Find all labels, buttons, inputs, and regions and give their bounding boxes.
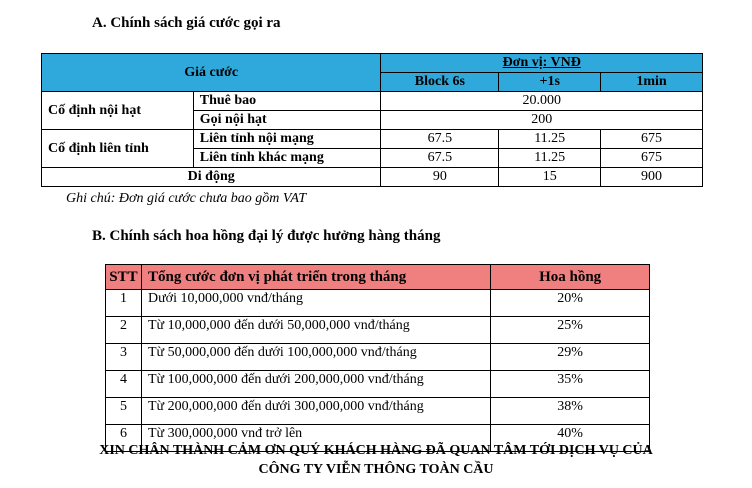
row-desc: Từ 50,000,000 đến dưới 100,000,000 vnđ/tháng — [141, 344, 490, 371]
label-thue-bao: Thuê bao — [193, 92, 381, 111]
commission-table — [105, 264, 650, 452]
table-row — [106, 344, 650, 371]
row-rate: 35% — [491, 371, 650, 398]
row-stt: 2 — [106, 317, 142, 344]
label-lien-tinh-khac-mang: Liên tỉnh khác mạng — [193, 149, 381, 168]
value-dd-1min: 900 — [601, 168, 703, 187]
row-desc: Từ 200,000,000 đến dưới 300,000,000 vnđ/tháng — [141, 398, 490, 425]
label-co-dinh-lien-tinh: Cố định liên tỉnh — [42, 130, 194, 168]
row-rate: 25% — [491, 317, 650, 344]
row-di-dong — [42, 168, 703, 187]
row-desc: Từ 10,000,000 đến dưới 50,000,000 vnđ/tháng — [141, 317, 490, 344]
row-rate: 40% — [491, 425, 650, 452]
table-row — [106, 398, 650, 425]
commission-header-row — [106, 265, 650, 290]
value-ltkm-1min: 675 — [601, 149, 703, 168]
value-dd-1s: 15 — [499, 168, 601, 187]
outgoing-rate-table — [41, 53, 703, 187]
value-ltnm-block: 67.5 — [381, 130, 499, 149]
header-hoa-hong: Hoa hồng — [491, 265, 650, 290]
row-rate: 38% — [491, 398, 650, 425]
header-plus1s: +1s — [499, 73, 601, 92]
row-stt: 3 — [106, 344, 142, 371]
value-thue-bao: 20.000 — [381, 92, 703, 111]
label-lien-tinh-noi-mang: Liên tỉnh nội mạng — [193, 130, 381, 149]
row-lien-tinh-noi-mang — [42, 130, 703, 149]
value-ltkm-block: 67.5 — [381, 149, 499, 168]
row-rate: 29% — [491, 344, 650, 371]
row-thue-bao — [42, 92, 703, 111]
row-desc: Dưới 10,000,000 vnđ/tháng — [141, 290, 490, 317]
value-dd-block: 90 — [381, 168, 499, 187]
thank-you-line-1: XIN CHÂN THÀNH CẢM ƠN QUÝ KHÁCH HÀNG ĐÃ QUAN TÂM TỚI DỊCH VỤ CỦA — [99, 443, 653, 458]
table-row — [106, 371, 650, 398]
table-row — [106, 317, 650, 344]
value-goi-noi-hat: 200 — [381, 111, 703, 130]
header-1min: 1min — [601, 73, 703, 92]
header-stt: STT — [106, 265, 142, 290]
section-b-heading: B. Chính sách hoa hồng đại lý được hưởng hàng tháng — [92, 228, 441, 244]
value-ltkm-1s: 11.25 — [499, 149, 601, 168]
vat-note: Ghi chú: Đơn giá cước chưa bao gồm VAT — [66, 191, 307, 206]
row-stt: 1 — [106, 290, 142, 317]
label-goi-noi-hat: Gọi nội hạt — [193, 111, 381, 130]
row-desc: Từ 100,000,000 đến dưới 200,000,000 vnđ/tháng — [141, 371, 490, 398]
rate-header-row-1 — [42, 54, 703, 73]
value-ltnm-1min: 675 — [601, 130, 703, 149]
label-co-dinh-noi-hat: Cố định nội hạt — [42, 92, 194, 130]
row-rate: 20% — [491, 290, 650, 317]
row-stt: 5 — [106, 398, 142, 425]
header-block6s: Block 6s — [381, 73, 499, 92]
row-desc: Từ 300,000,000 vnđ trở lên — [141, 425, 490, 452]
value-ltnm-1s: 11.25 — [499, 130, 601, 149]
row-stt: 6 — [106, 425, 142, 452]
thank-you-line-2: CÔNG TY VIỄN THÔNG TOÀN CẦU — [258, 462, 494, 477]
table-row — [106, 290, 650, 317]
label-di-dong: Di động — [42, 168, 381, 187]
header-gia-cuoc: Giá cước — [42, 54, 381, 92]
row-stt: 4 — [106, 371, 142, 398]
header-tong-cuoc: Tổng cước đơn vị phát triển trong tháng — [141, 265, 490, 290]
section-a-heading: A. Chính sách giá cước gọi ra — [92, 15, 281, 31]
header-don-vi: Đơn vị: VNĐ — [381, 54, 703, 73]
